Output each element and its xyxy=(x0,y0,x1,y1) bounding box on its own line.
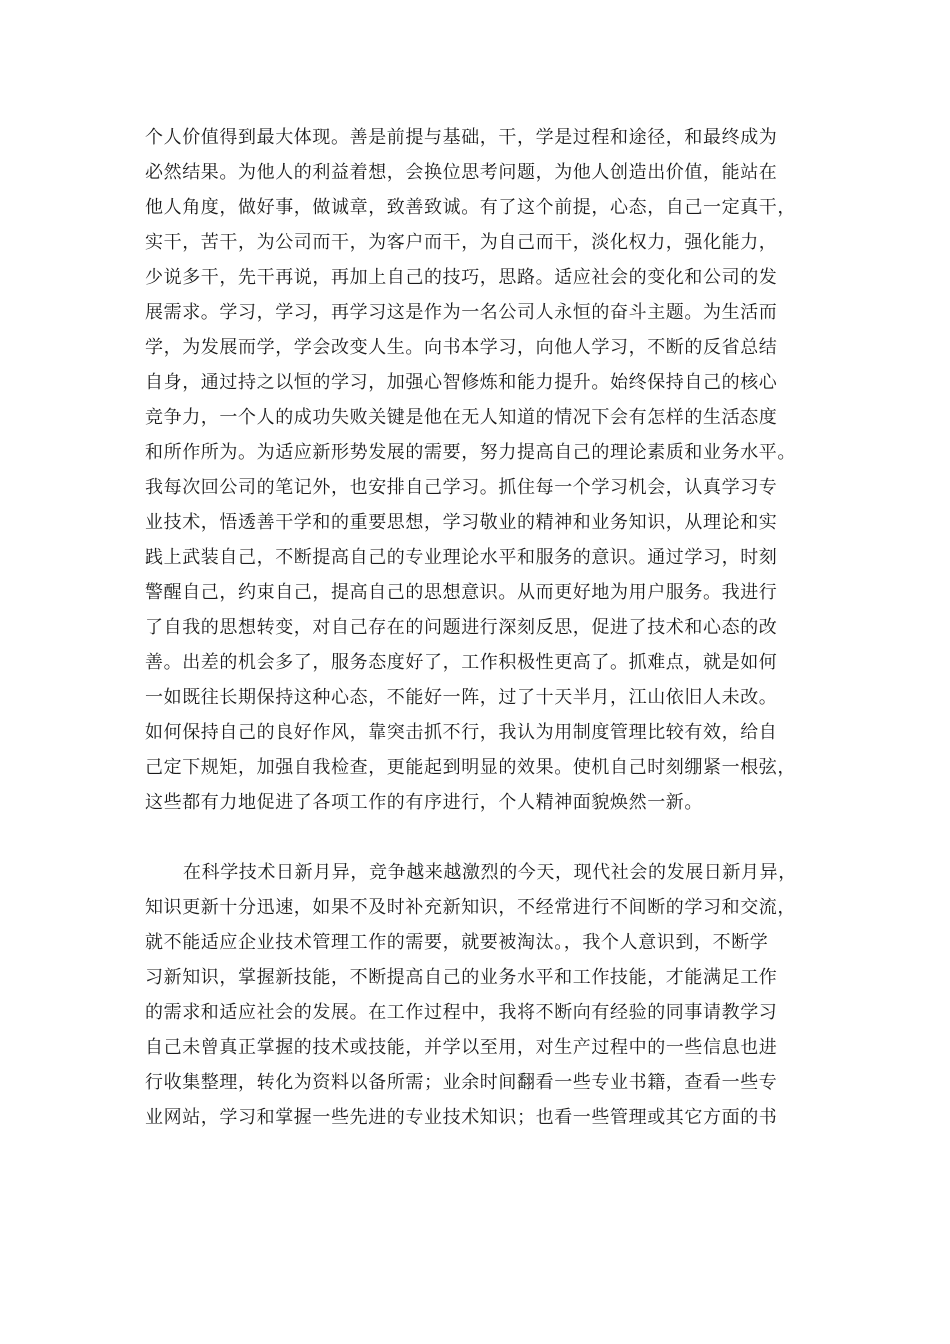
text-line: 业技术，悟透善干学和的重要思想，学习敬业的精神和业务知识，从理论和实 xyxy=(145,512,778,533)
text-line: 必然结果。为他人的利益着想，会换位思考问题，为他人创造出价值，能站在 xyxy=(145,162,778,183)
text-line: 一如既往长期保持这种心态，不能好一阵，过了十天半月，江山依旧人未改。 xyxy=(145,687,778,708)
text-line: 习新知识，掌握新技能，不断提高自己的业务水平和工作技能，才能满足工作 xyxy=(145,967,778,988)
text-line: 展需求。学习，学习，再学习这是作为一名公司人永恒的奋斗主题。为生活而 xyxy=(145,302,778,323)
text-line: 如何保持自己的良好作风，靠突击抓不行，我认为用制度管理比较有效，给自 xyxy=(145,722,778,743)
text-line: 个人价值得到最大体现。善是前提与基础，干，学是过程和途径，和最终成为 xyxy=(145,127,778,148)
text-line: 警醒自己，约束自己，提高自己的思想意识。从而更好地为用户服务。我进行 xyxy=(145,582,778,603)
text-line: 和所作所为。为适应新形势发展的需要，努力提高自己的理论素质和业务水平。 xyxy=(145,442,796,463)
text-line: 实干，苦干，为公司而干，为客户而干，为自己而干，淡化权力，强化能力， xyxy=(145,232,778,253)
text-line: 业网站，学习和掌握一些先进的专业技术知识；也看一些管理或其它方面的书 xyxy=(145,1107,778,1128)
text-line: 善。出差的机会多了，服务态度好了，工作积极性更高了。抓难点，就是如何 xyxy=(145,652,778,673)
text-line: 自身，通过持之以恒的学习，加强心智修炼和能力提升。始终保持自己的核心 xyxy=(145,372,778,393)
text-line: 就不能适应企业技术管理工作的需要，就要被淘汰。，我个人意识到，不断学 xyxy=(145,932,769,953)
text-line: 我每次回公司的笔记外，也安排自己学习。抓住每一个学习机会，认真学习专 xyxy=(145,477,778,498)
text-line: 竞争力，一个人的成功失败关键是他在无人知道的情况下会有怎样的生活态度 xyxy=(145,407,778,428)
text-line: 知识更新十分迅速，如果不及时补充新知识，不经常进行不间断的学习和交流， xyxy=(145,897,796,918)
text-line: 在科学技术日新月异，竞争越来越激烈的今天，现代社会的发展日新月异， xyxy=(183,862,797,883)
text-line: 他人角度，做好事，做诚章，致善致诚。有了这个前提，心态，自己一定真干， xyxy=(145,197,796,218)
text-line: 己定下规矩，加强自我检查，更能起到明显的效果。使机自己时刻绷紧一根弦， xyxy=(145,757,796,778)
text-line: 这些都有力地促进了各项工作的有序进行，个人精神面貌焕然一新。 xyxy=(145,792,703,813)
text-line: 的需求和适应社会的发展。在工作过程中，我将不断向有经验的同事请教学习 xyxy=(145,1002,778,1023)
text-line: 践上武装自己，不断提高自己的专业理论水平和服务的意识。通过学习，时刻 xyxy=(145,547,778,568)
text-line: 少说多干，先干再说，再加上自己的技巧，思路。适应社会的变化和公司的发 xyxy=(145,267,778,288)
text-line: 行收集整理，转化为资料以备所需；业余时间翻看一些专业书籍，查看一些专 xyxy=(145,1072,778,1093)
text-line: 学，为发展而学，学会改变人生。向书本学习，向他人学习，不断的反省总结 xyxy=(145,337,778,358)
text-line: 了自我的思想转变，对自己存在的问题进行深刻反思，促进了技术和心态的改 xyxy=(145,617,778,638)
text-line: 自己未曾真正掌握的技术或技能，并学以至用，对生产过程中的一些信息也进 xyxy=(145,1037,778,1058)
